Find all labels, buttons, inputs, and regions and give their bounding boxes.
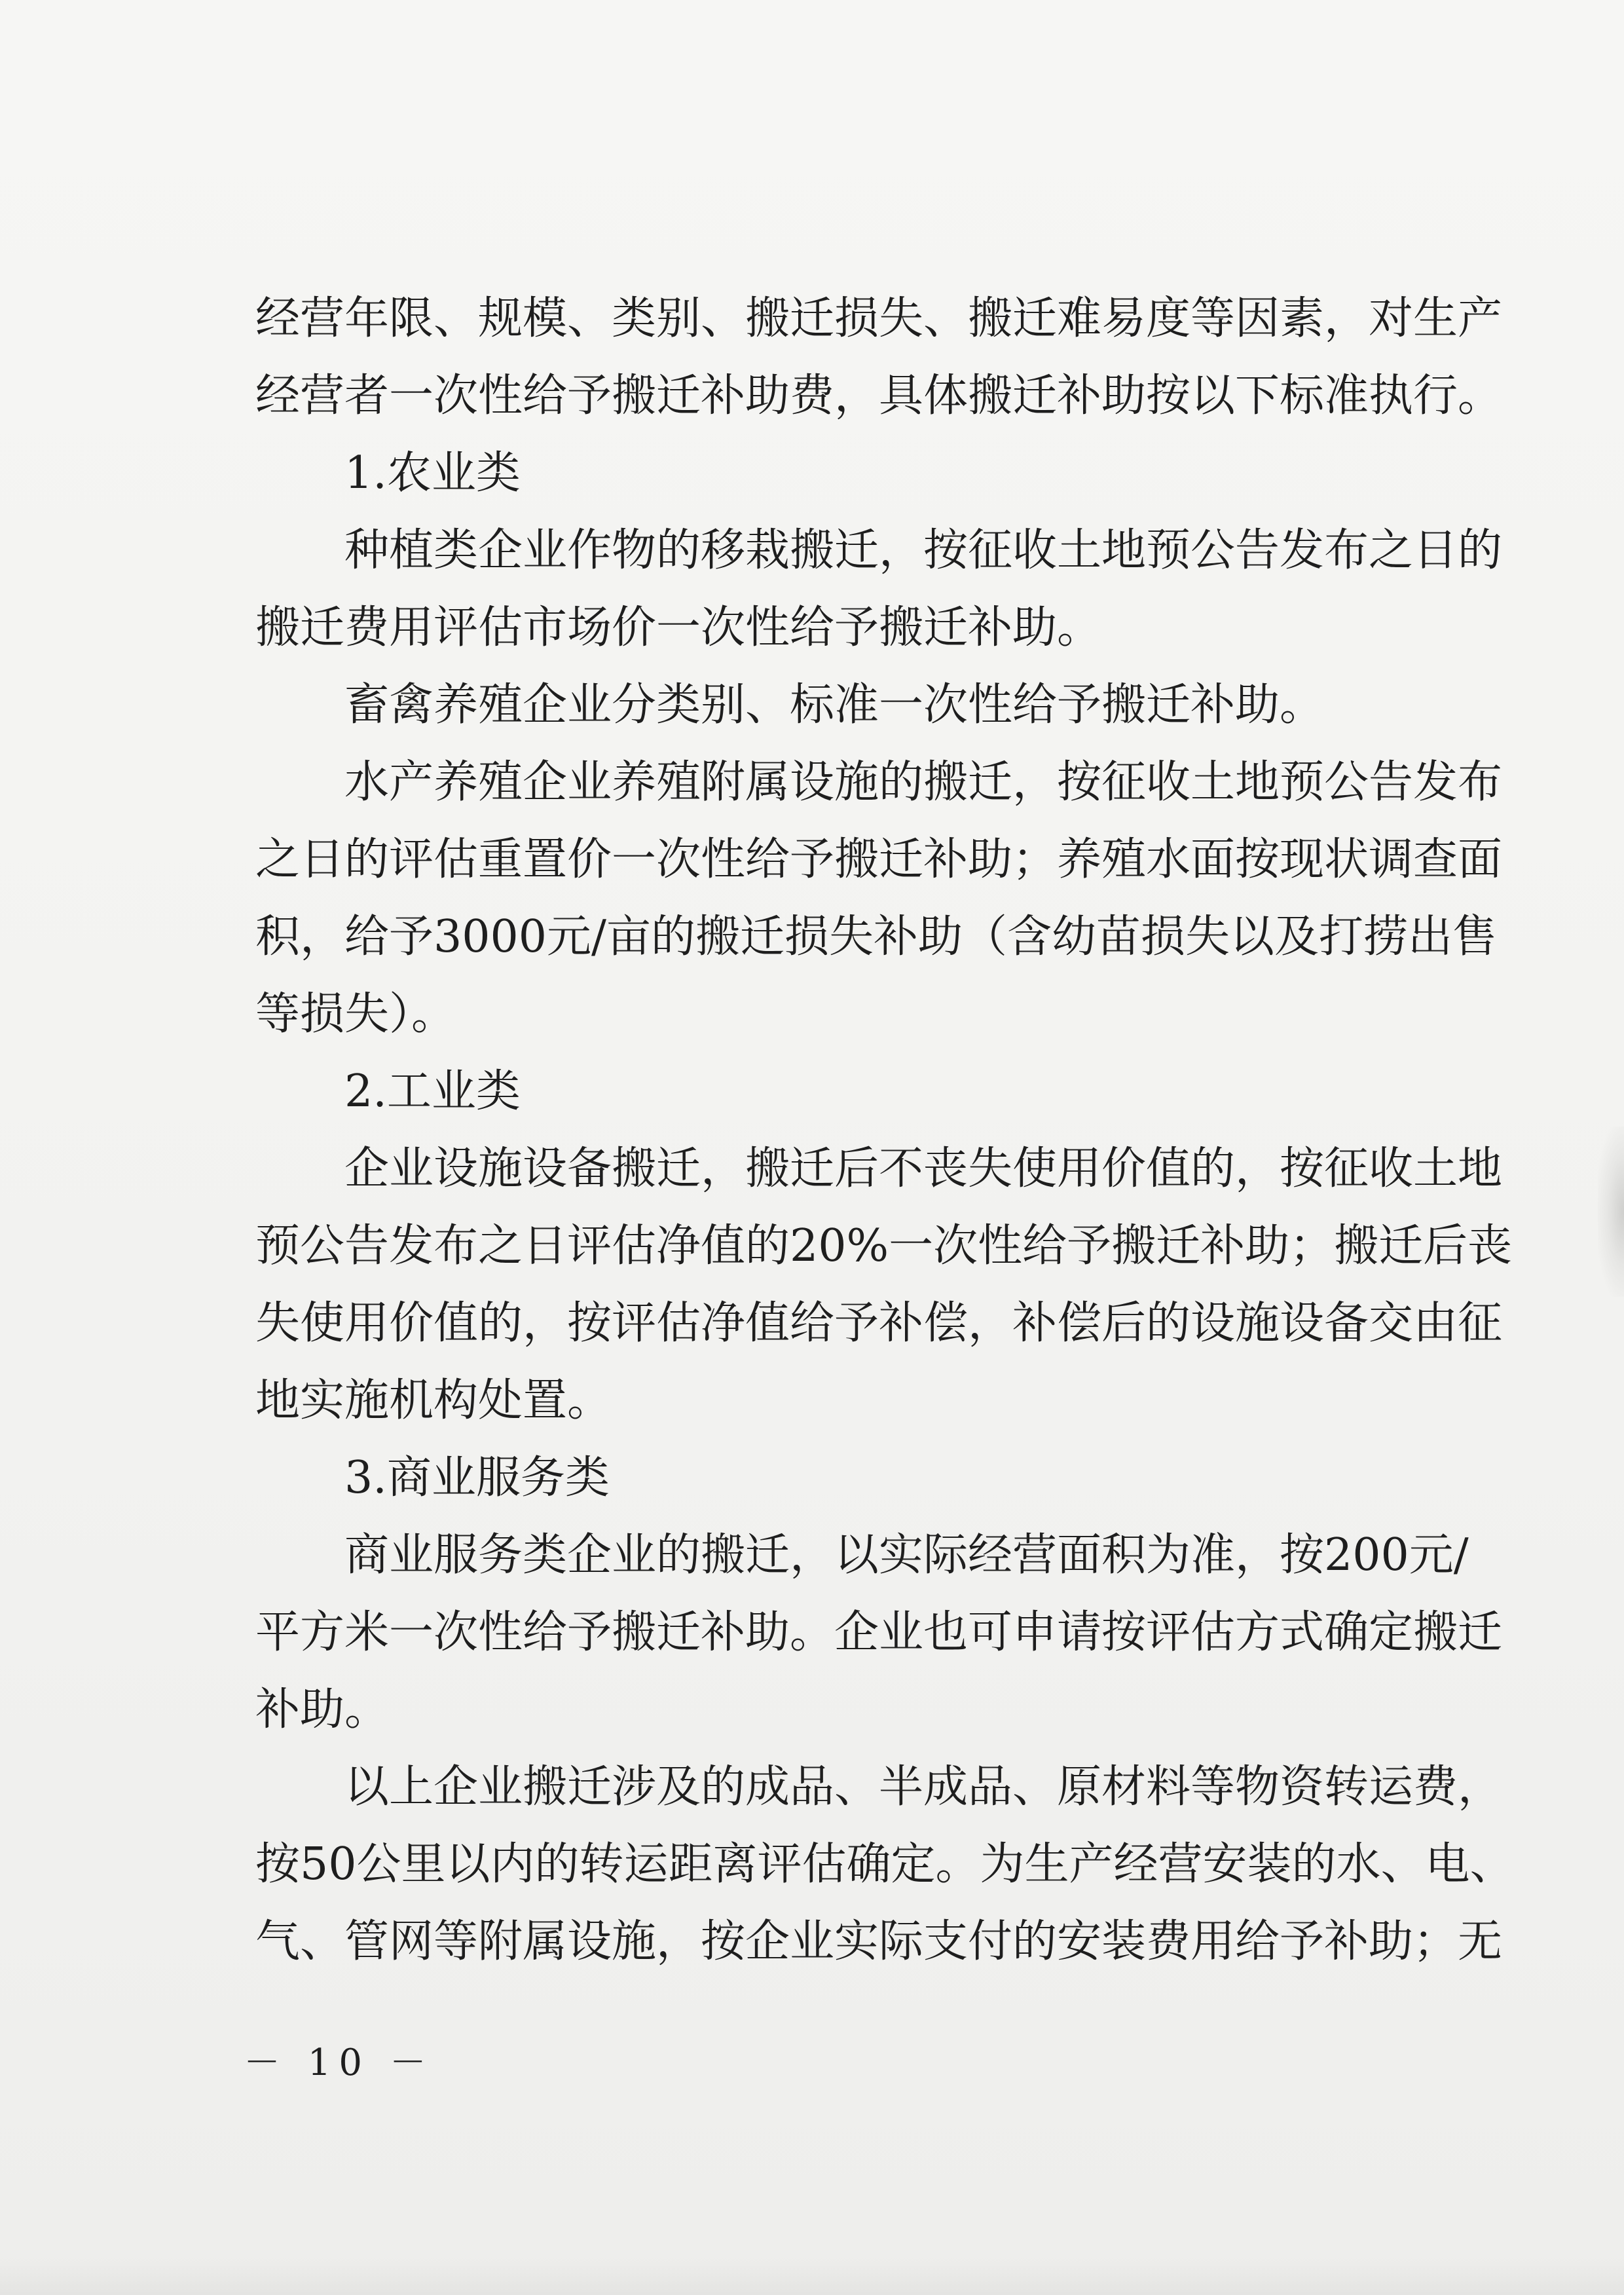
- text-line: [255, 1130, 1503, 1208]
- text-line: [255, 1517, 1467, 1594]
- text-line-content: 按50公里以内的转运距离评估确定。为生产经营安装的水、电、: [255, 1838, 1515, 1890]
- text-line: [255, 1826, 1515, 1903]
- text-line-content: 补助。: [255, 1684, 390, 1736]
- text-line-content: 以上企业搬迁涉及的成品、半成品、原材料等物资转运费，: [344, 1761, 1503, 1813]
- text-line-content: 商业服务类企业的搬迁，以实际经营面积为准，按200元/: [344, 1529, 1469, 1581]
- text-line-content: 失使用价值的，按评估净值给予补偿，补偿后的设施设备交由征: [255, 1297, 1503, 1349]
- text-line-content: 种植类企业作物的移栽搬迁，按征收土地预公告发布之日的: [344, 525, 1503, 576]
- text-line-content: 平方米一次性给予搬迁补助。企业也可申请按评估方式确定搬迁: [255, 1607, 1503, 1658]
- text-line: [255, 1053, 1467, 1130]
- text-line: [255, 280, 1503, 358]
- text-line: [255, 899, 1497, 976]
- text-line: [255, 1903, 1503, 1981]
- text-line-content: 企业设施设备搬迁，搬迁后不丧失使用价值的，按征收土地: [344, 1143, 1503, 1195]
- text-line-content: 畜禽养殖企业分类别、标准一次性给予搬迁补助。: [344, 679, 1325, 731]
- body-text: [255, 280, 1515, 1981]
- text-line: [255, 1285, 1503, 1362]
- text-line: [255, 821, 1503, 899]
- text-line-content: 预公告发布之日评估净值的20%一次性给予搬迁补助；搬迁后丧: [255, 1220, 1513, 1272]
- text-line-content: 2.工业类: [344, 1066, 521, 1117]
- text-line-content: 地实施机构处置。: [255, 1375, 612, 1427]
- text-line: [255, 358, 1503, 435]
- text-line-content: 经营年限、规模、类别、搬迁损失、搬迁难易度等因素，对生产: [255, 293, 1503, 345]
- text-line: [255, 744, 1503, 821]
- text-line: [255, 667, 1467, 744]
- page-number: － 10 －: [244, 2042, 434, 2084]
- scan-shadow-bottom: [0, 2256, 1624, 2295]
- text-line-content: 经营者一次性给予搬迁补助费，具体搬迁补助按以下标准执行。: [255, 370, 1503, 422]
- text-line: [255, 1440, 1467, 1517]
- text-line-content: 水产养殖企业养殖附属设施的搬迁，按征收土地预公告发布: [344, 756, 1503, 808]
- text-line: [255, 1362, 1467, 1440]
- text-line-content: 3.商业服务类: [344, 1452, 610, 1504]
- text-line: [255, 1208, 1513, 1285]
- text-line: [255, 1749, 1503, 1826]
- text-line: [255, 1594, 1503, 1671]
- text-line: [255, 512, 1503, 589]
- text-line: [255, 976, 1467, 1053]
- text-line: [255, 1671, 1467, 1749]
- text-line-content: 气、管网等附属设施，按企业实际支付的安装费用给予补助；无: [255, 1916, 1503, 1968]
- text-line-content: 等损失）。: [255, 988, 456, 1040]
- text-line-content: 1.农业类: [344, 447, 521, 499]
- text-line-content: 搬迁费用评估市场价一次性给予搬迁补助。: [255, 602, 1102, 654]
- scan-shadow-edge: [1598, 1127, 1624, 1297]
- text-line: [255, 435, 1467, 512]
- text-line-content: 之日的评估重置价一次性给予搬迁补助；养殖水面按现状调查面: [255, 834, 1503, 886]
- text-line-content: 积，给予3000元/亩的搬迁损失补助（含幼苗损失以及打捞出售: [255, 911, 1497, 963]
- text-line: [255, 589, 1467, 667]
